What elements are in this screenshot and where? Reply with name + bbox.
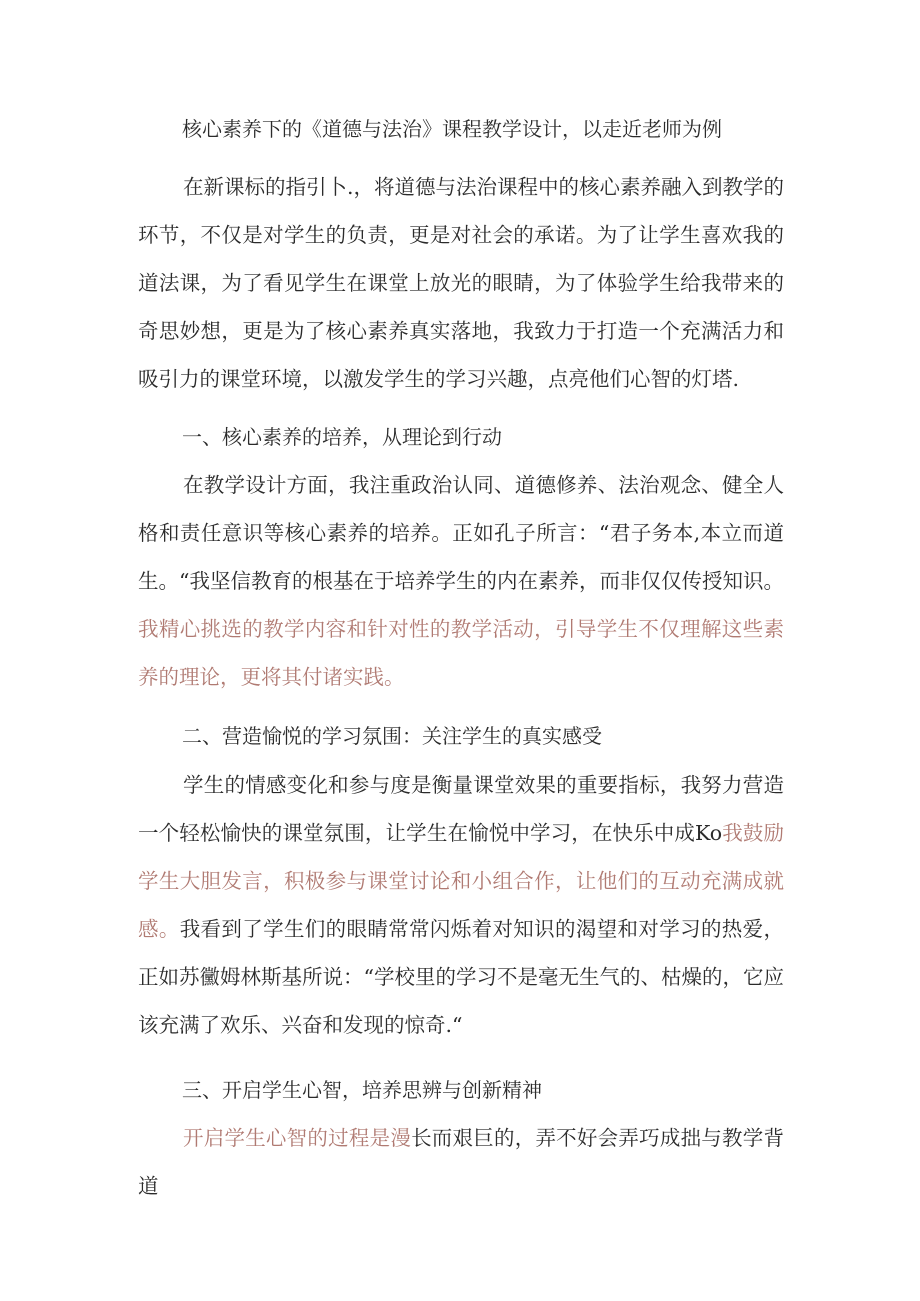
section-2-paragraph <box>138 761 784 1049</box>
section-2-heading: 二、营造愉悦的学习氛围：关注学生的真实感受 <box>182 724 602 748</box>
section-1-text: 在教学设计方面，我注重政治认同、道德修养、法治观念、健全人格和责任意识等核心素养的培养。正如孔子所言：“君子务本,本立而道生。“我坚信教育的根基在于培养学生的内在素养，而非仅仅传授知识。 <box>138 473 784 593</box>
section-3-highlight-text: 开启学生心智的过程是漫 <box>183 1126 412 1150</box>
section-3-heading: 三、开启学生心智，培养思辨与创新精神 <box>182 1078 542 1102</box>
intro-paragraph: 在新课标的指引卜.，将道德与法治课程中的核心素养融入到教学的环节，不仅是对学生的负责，更是对社会的承诺。为了让学生喜欢我的道法课，为了看见学生在课堂上放光的眼睛，为了体验学生给我带来的奇思妙想，更是为了核心素养真实落地，我致力于打造一个充满活力和吸引力的课堂环境，以激发学生的学习兴趣，点亮他们心智的灯塔. <box>138 175 785 391</box>
section-2-text-end: 我看到了学生们的眼睛常常闪烁着对知识的渴望和对学习的热爱，正如苏黴姆林斯基所说：“学校里的学习不是毫无生气的、枯燥的，它应该充满了欢乐、兴奋和发现的惊奇.“ <box>138 917 785 1037</box>
section-3-paragraph <box>138 1114 784 1210</box>
section-1-highlight-text: 我精心挑选的教学内容和针对性的教学活动，引导学生不仅理解这些素养的理论，更将其付诸实践。 <box>138 617 784 689</box>
section-1-heading: 一、核心素养的培养，从理论到行动 <box>182 425 502 449</box>
section-3-text: 长而艰巨的，弄不好会弄巧成拙与教学背道 <box>138 1126 785 1198</box>
section-1-paragraph <box>138 461 784 701</box>
section-2-text-start: 学生的情感变化和参与度是衡量课堂效果的重要指标，我努力营造一个轻松愉快的课堂氛围，让学生在愉悦中学习，在快乐中成Ko <box>138 773 784 845</box>
document-title: 核心素养下的《道德与法治》课程教学设计，以走近老师为例 <box>182 117 722 141</box>
section-2-highlight-text: 我鼓励学生大胆发言，积极参与课堂讨论和小组合作，让他们的互动充满成就感。 <box>138 821 784 941</box>
